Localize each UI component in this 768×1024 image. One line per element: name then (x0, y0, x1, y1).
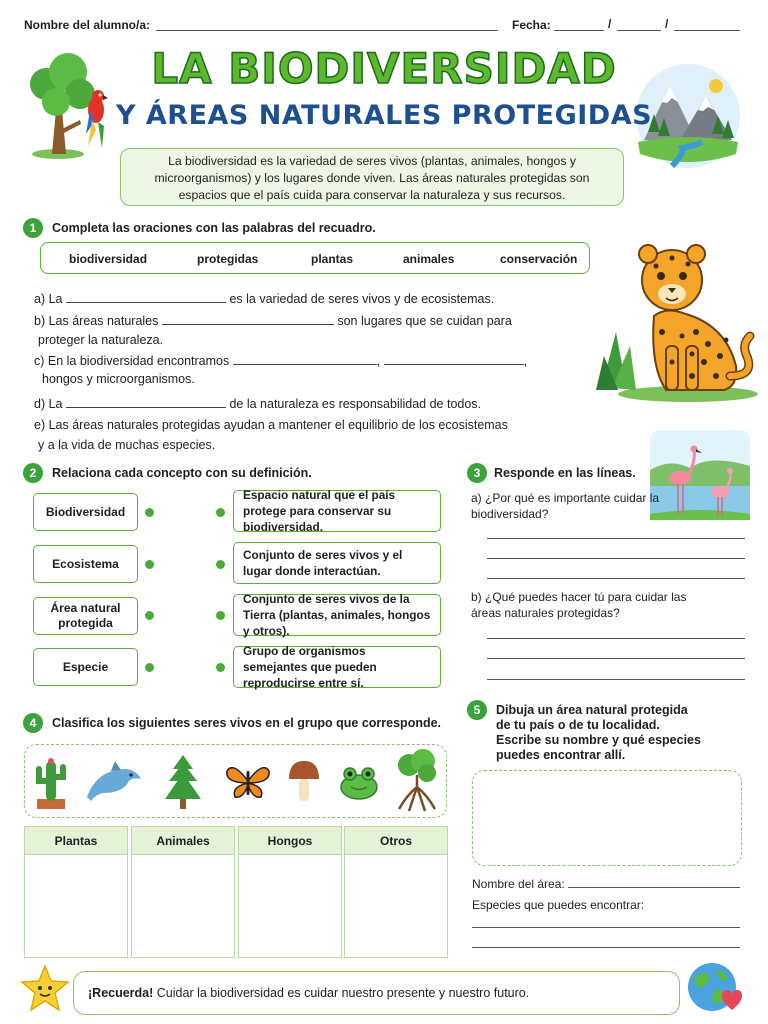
sentence-c (34, 352, 527, 370)
remember-title: ¡Recuerda! (88, 986, 154, 1000)
date-separator: / (608, 17, 612, 31)
section-title: Responde en las líneas. (494, 466, 636, 480)
pine-tree-icon (163, 753, 203, 811)
remember-text: Cuidar la biodiversidad es cuidar nuestro presente y nuestro futuro. (156, 986, 530, 1000)
answer-line[interactable] (487, 558, 745, 559)
date-year-field[interactable] (674, 30, 740, 31)
match-dot[interactable] (145, 663, 154, 672)
sentence-text: de la naturaleza es responsabilidad de todos. (229, 397, 482, 411)
section-number: 1 (23, 218, 43, 238)
answer-line[interactable] (487, 679, 745, 680)
sentence-text: b) Las áreas naturales (34, 314, 159, 328)
match-dot[interactable] (216, 663, 225, 672)
species-label: Especies que puedes encontrar: (472, 898, 645, 912)
date-month-field[interactable] (617, 30, 661, 31)
sentence-d (34, 395, 481, 413)
column-header: Animales (132, 827, 234, 855)
section-title-line: Dibuja un área natural protegida (496, 703, 688, 717)
word-bank-item: plantas (311, 252, 354, 266)
dolphin-icon (83, 759, 143, 803)
blank-field[interactable] (233, 353, 377, 365)
definition-box: Espacio natural que el país protege para conservar su biodiversidad. (233, 490, 441, 532)
section-number: 3 (467, 463, 487, 483)
mangrove-icon (393, 749, 441, 813)
date-separator: / (665, 17, 669, 31)
section-title (496, 703, 701, 763)
jaguar-illustration (596, 236, 760, 404)
name-label: Nombre del alumno/a: (24, 18, 151, 32)
question-b: b) ¿Qué puedes hacer tú para cuidar las áreas naturales protegidas? (471, 590, 687, 620)
date-label: Fecha: (512, 18, 551, 32)
drawing-area[interactable] (472, 770, 742, 866)
name-field[interactable] (156, 30, 498, 31)
area-name-field[interactable] (568, 887, 740, 888)
organisms-box (24, 744, 447, 818)
mushroom-icon (287, 759, 321, 803)
blank-field[interactable] (66, 396, 226, 408)
section-title: Relaciona cada concepto con su definición. (52, 466, 312, 480)
definition-box: Grupo de organismos semejantes que pueden reproducirse entre sí. (233, 646, 441, 688)
word-bank-item: biodiversidad (69, 252, 148, 266)
classify-column-animales[interactable] (131, 826, 235, 958)
section-title-line: puedes encontrar allí. (496, 748, 626, 762)
column-header: Plantas (25, 827, 127, 855)
sentence-text: c) En la biodiversidad encontramos (34, 354, 230, 368)
section-title: Clasifica los siguientes seres vivos en el grupo que corresponde. (52, 716, 442, 730)
column-header: Otros (345, 827, 447, 855)
blank-field[interactable] (66, 291, 226, 303)
classify-column-hongos[interactable] (238, 826, 342, 958)
cactus-icon (33, 755, 69, 809)
classify-column-otros[interactable] (344, 826, 448, 958)
answer-line[interactable] (487, 658, 745, 659)
date-day-field[interactable] (554, 30, 604, 31)
word-bank-item: animales (403, 252, 455, 266)
sentence-a (34, 290, 494, 308)
concept-box: Área natural protegida (33, 597, 138, 635)
butterfly-icon (225, 761, 271, 801)
earth-heart-icon (686, 960, 746, 1016)
answer-line[interactable] (487, 638, 745, 639)
section-number: 5 (467, 700, 487, 720)
sentence-e-continuation: y a la vida de muchas especies. (38, 438, 216, 452)
match-dot[interactable] (216, 611, 225, 620)
star-icon (20, 964, 70, 1012)
match-dot[interactable] (216, 508, 225, 517)
sentence-text: a) La (34, 292, 63, 306)
area-name-label: Nombre del área: (472, 877, 565, 891)
frog-icon (337, 763, 381, 801)
match-dot[interactable] (216, 560, 225, 569)
sentence-c-continuation: hongos y microorganismos. (42, 372, 195, 386)
answer-line[interactable] (487, 578, 745, 579)
sentence-text: , (376, 354, 381, 368)
blank-field[interactable] (384, 353, 524, 365)
match-dot[interactable] (145, 508, 154, 517)
section-title-line: Escribe su nombre y qué especies (496, 733, 701, 747)
blank-field[interactable] (162, 313, 334, 325)
word-bank (40, 242, 590, 274)
sentence-b (34, 312, 512, 330)
concept-box: Ecosistema (33, 545, 138, 583)
answer-line[interactable] (487, 538, 745, 539)
section-number: 4 (23, 713, 43, 733)
intro-box: La biodiversidad es la variedad de seres vivos (plantas, animales, hongos y microorganismos) y los lugares donde viven. Las áreas naturales protegidas son espacios que el país cuida para conservar la naturaleza y sus recursos. (120, 148, 624, 206)
concept-box: Biodiversidad (33, 493, 138, 531)
answer-line[interactable] (472, 947, 740, 948)
match-dot[interactable] (145, 611, 154, 620)
remember-banner (73, 971, 680, 1015)
section-title-line: de tu país o de tu localidad. (496, 718, 660, 732)
page-subtitle: Y ÁREAS NATURALES PROTEGIDAS (115, 100, 653, 131)
question-a: a) ¿Por qué es importante cuidar la biodiversidad? (471, 491, 660, 521)
match-dot[interactable] (145, 560, 154, 569)
section-title: Completa las oraciones con las palabras del recuadro. (52, 221, 376, 235)
column-header: Hongos (239, 827, 341, 855)
definition-box: Conjunto de seres vivos y el lugar donde interactúan. (233, 542, 441, 584)
word-bank-item: conservación (500, 252, 578, 266)
classify-column-plantas[interactable] (24, 826, 128, 958)
sentence-e: e) Las áreas naturales protegidas ayudan a mantener el equilibrio de los ecosistemas (34, 418, 508, 432)
sentence-text: , (523, 354, 528, 368)
sentence-text: son lugares que se cuidan para (337, 314, 512, 328)
word-bank-item: protegidas (197, 252, 259, 266)
sentence-text: d) La (34, 397, 63, 411)
answer-line[interactable] (472, 927, 740, 928)
sentence-text: es la variedad de seres vivos y de ecosistemas. (229, 292, 495, 306)
sentence-b-continuation: proteger la naturaleza. (38, 333, 164, 347)
definition-box: Conjunto de seres vivos de la Tierra (plantas, animales, hongos y otros). (233, 594, 441, 636)
page-title: LA BIODIVERSIDAD (151, 44, 617, 93)
concept-box: Especie (33, 648, 138, 686)
section-number: 2 (23, 463, 43, 483)
